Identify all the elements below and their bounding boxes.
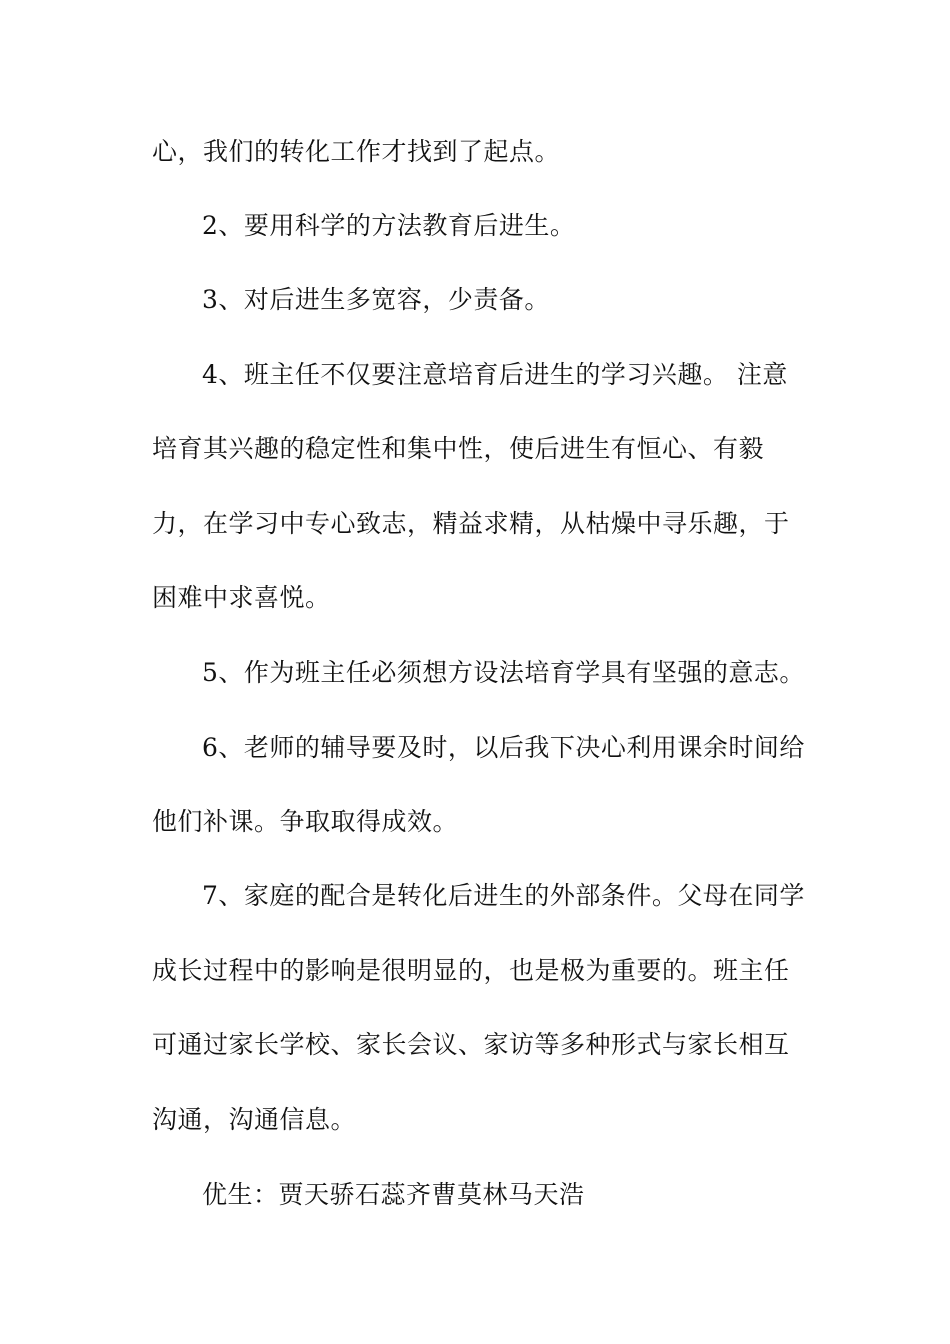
text-line: 心，我们的转化工作才找到了起点。	[152, 137, 561, 166]
text-line: 他们补课。争取取得成效。	[152, 807, 459, 836]
text-line: 可通过家长学校、家长会议、家访等多种形式与家长相互	[152, 1030, 790, 1059]
text-line: 2、要用科学的方法教育后进生。	[202, 211, 576, 240]
text-line: 优生：贾天骄石蕊齐曹莫林马天浩	[202, 1180, 585, 1209]
text-line: 4、班主任不仅要注意培育后进生的学习兴趣。 注意	[202, 360, 788, 389]
text-line: 成长过程中的影响是很明显的，也是极为重要的。班主任	[152, 956, 790, 985]
text-line: 培育其兴趣的稳定性和集中性，使后进生有恒心、有毅	[152, 434, 765, 463]
text-line: 7、家庭的配合是转化后进生的外部条件。父母在同学	[202, 881, 805, 910]
text-line: 力，在学习中专心致志，精益求精，从枯燥中寻乐趣，于	[152, 509, 790, 538]
text-line: 6、老师的辅导要及时，以后我下决心利用课余时间给	[202, 733, 805, 762]
text-line: 3、对后进生多宽容，少责备。	[202, 285, 550, 314]
text-line: 沟通，沟通信息。	[152, 1105, 357, 1134]
text-line: 困难中求喜悦。	[152, 583, 331, 612]
text-line: 5、作为班主任必须想方设法培育学具有坚强的意志。	[202, 658, 805, 687]
